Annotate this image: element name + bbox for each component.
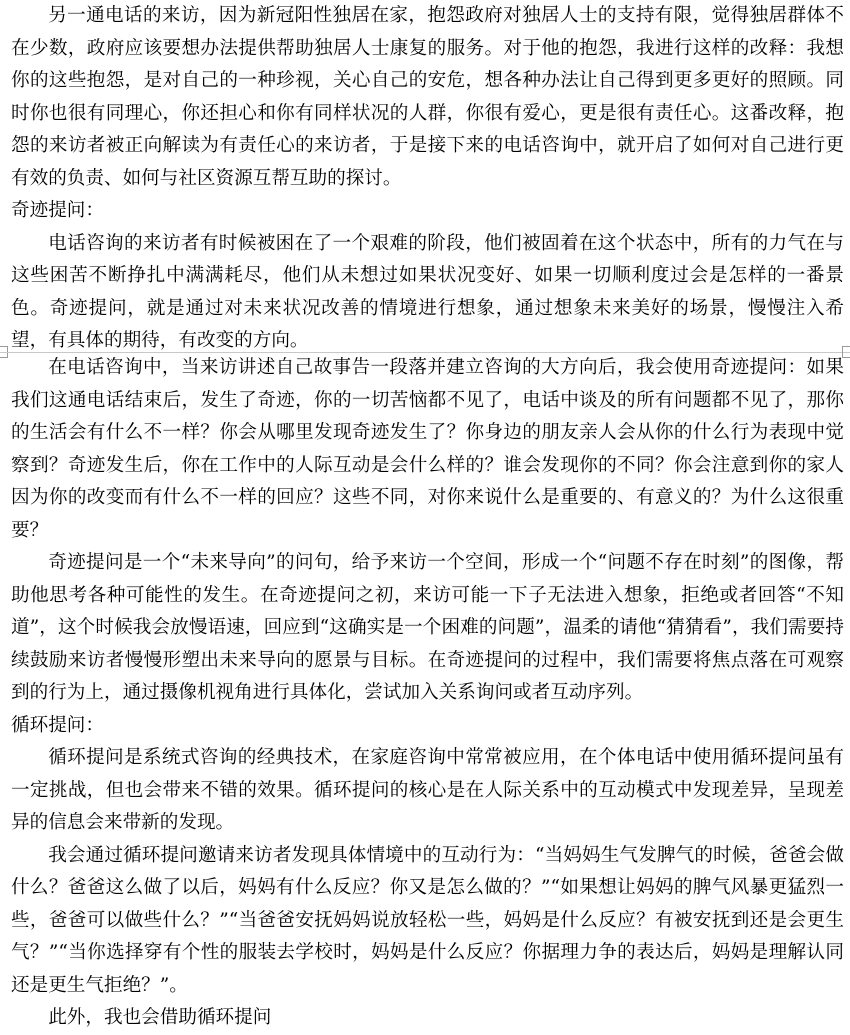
paragraph-phone-complaint: 另一通电话的来访，因为新冠阳性独居在家，抱怨政府对独居人士的支持有限，觉得独居群体不在少数，政府应该要想办法提供帮助独居人士康复的服务。对于他的抱怨，我进行这样的改释：我想你的这些抱怨，是对自己的一种珍视，关心自己的安危，想各种办法让自己得到更多更好的照顾。同时你也很有同理心，你还担心和你有同样状况的人群，你很有爱心，更是很有责任心。这番改释，抱怨的来访者被正向解读为有责任心的来访者，于是接下来的电话咨询中，就开启了如何对自己进行更有效的负责、如何与社区资源互帮互助的探讨。 [11, 5, 844, 189]
document-page-bottom [0, 352, 850, 1035]
paragraph-cut-off: 此外，我也会借助循环提问 [48, 1007, 272, 1028]
paragraph-future-oriented: 奇迹提问是一个“未来导向”的问句，给予来访一个空间，形成一个“问题不存在时刻”的图像，帮助他思考各种可能性的发生。在奇迹提问之初，来访可能一下子无法进入想象，拒绝或者回答“不知道”，这个时候我会放慢语速，回应到“这确实是一个困难的问题”，温柔的请他“猜猜看”，我们需要持续鼓励来访者慢慢形塑出未来导向的愿景与目标。在奇迹提问的过程中，我们需要将焦点落在可观察到的行为上，通过摄像机视角进行具体化，尝试加入关系询问或者互动序列。 [11, 552, 844, 703]
document-page-top [0, 0, 850, 358]
section-heading-circular-question: 循环提问： [11, 714, 104, 736]
paragraph-miracle-questions: 在电话咨询中，当来访讲述自己故事告一段落并建立咨询的大方向后，我会使用奇迹提问：如果我们这通电话结束后，发生了奇迹，你的一切苦恼都不见了，电话中谈及的所有问题都不见了，那你的生活会有什么不一样？你会从哪里发现奇迹发生了？你身边的朋友亲人会从你的什么行为表现中觉察到？奇迹发生后，你在工作中的人际互动是会什么样的？谁会发现你的不同？你会注意到你的家人因为你的改变而有什么不一样的回应？这些不同，对你来说什么是重要的、有意义的？为什么这很重要？ [11, 357, 844, 541]
section-heading-miracle-question: 奇迹提问： [11, 200, 104, 221]
paragraph-circular-intro: 循环提问是系统式咨询的经典技术，在家庭咨询中常常被应用，在个体电话中使用循环提问虽有一定挑战，但也会带来不错的效果。循环提问的核心是在人际关系中的互动模式中发现差异，呈现差异的信息会来带新的发现。 [11, 747, 844, 833]
paragraph-miracle-intro: 电话咨询的来访者有时候被困在了一个艰难的阶段，他们被固着在这个状态中，所有的力气在与这些困苦不断挣扎中满满耗尽，他们从未想过如果状况变好、如果一切顺利度过会是怎样的一番景色。奇迹提问，就是通过对未来状况改善的情境进行想象，通过想象未来美好的场景，慢慢注入希望，有具体的期待，有改变的方向。 [11, 232, 844, 351]
paragraph-circular-examples: 我会通过循环提问邀请来访者发现具体情境中的互动行为：“当妈妈生气发脾气的时候，爸爸会做什么？爸爸这么做了以后，妈妈有什么反应？你又是怎么做的？”“如果想让妈妈的脾气风暴更猛烈一些，爸爸可以做些什么？”“当爸爸安抚妈妈说放轻松一些，妈妈是什么反应？有被安抚到还是会更生气？”“当你选择穿有个性的服装去学校时，妈妈是什么反应？你据理力争的表达后，妈妈是理解认同还是更生气拒绝？”。 [11, 844, 844, 996]
